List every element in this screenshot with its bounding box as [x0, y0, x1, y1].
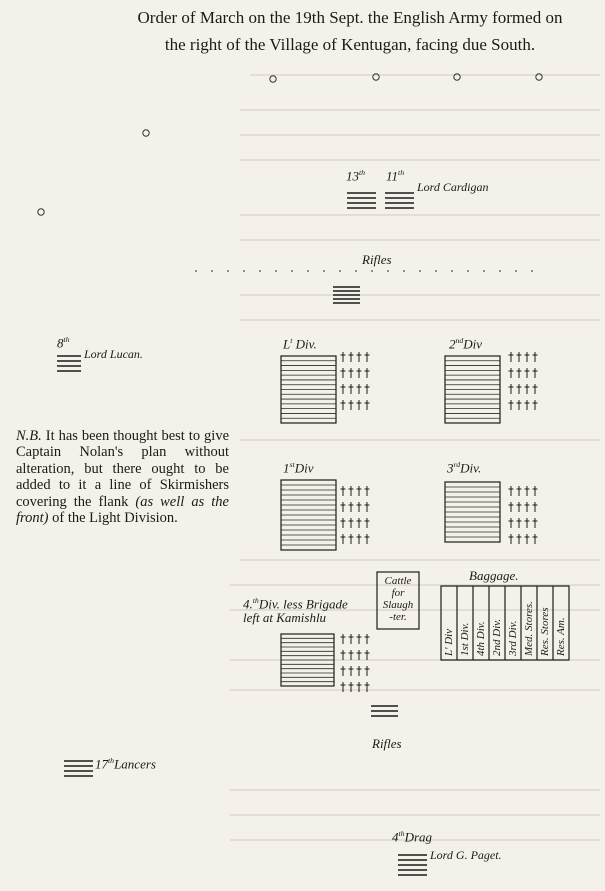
- title-line-1: Order of March on the 19th Sept. the English Army formed on: [137, 8, 563, 27]
- nb-note: [16, 428, 229, 526]
- baggage-col-4th-div: 4th Div.: [475, 621, 487, 656]
- light-division-artillery: [341, 352, 370, 410]
- label-2nd-division: 2ndDiv: [449, 336, 483, 352]
- label-1st-division: 1stDiv: [283, 460, 314, 476]
- 1st-division-block: [281, 480, 370, 550]
- village-marker: [143, 130, 149, 136]
- 2nd-division-artillery: [509, 352, 538, 410]
- 4th-division-artillery: [341, 634, 370, 692]
- 2nd-division-block: [445, 352, 538, 423]
- light-division-block: [281, 352, 370, 423]
- baggage-col-light-div: L' Div: [443, 628, 455, 656]
- label-4th-division: 4.$^{th}$Div. less Brigade left at Kamishlu: [243, 596, 348, 626]
- rifles-block: [333, 287, 360, 303]
- nb-marker: N.B.: [16, 428, 42, 444]
- village-marker: [454, 74, 460, 80]
- nb-text-paren: (as well as the front): [16, 493, 229, 527]
- label-4th-drag: 4thDrag: [392, 829, 433, 845]
- label-3rd-division: 3rdDiv.: [447, 460, 482, 476]
- 1st-division-artillery: [341, 486, 370, 544]
- village-marker: [38, 209, 44, 215]
- label-lord-lucan: Lord Lucan.: [84, 347, 143, 361]
- label-11th: 11th: [386, 168, 405, 184]
- cavalry-8th: [57, 356, 81, 371]
- baggage-col-1st-div: 1st Div.: [459, 622, 471, 656]
- label-baggage: Baggage.: [469, 568, 519, 583]
- title-line-2: the right of the Village of Kentugan, facing due South.: [164, 35, 536, 54]
- 3rd-division-artillery: [509, 486, 538, 544]
- cavalry-4th-dragoons: [398, 855, 427, 875]
- baggage-col-med-stores: Med. Stores.: [523, 601, 535, 656]
- baggage-col-3rd-div: 3rd Div.: [507, 620, 519, 656]
- label-8th: 8th: [57, 335, 70, 351]
- village-marker: [536, 74, 542, 80]
- label-rifles-front: Rifles: [362, 252, 392, 267]
- baggage-col-res-stores: Res. Stores: [539, 607, 551, 656]
- 4th-division-block: [281, 634, 370, 692]
- village-marker: [373, 74, 379, 80]
- label-lord-cardigan: Lord Cardigan: [417, 180, 489, 194]
- rifles-rear-block: [371, 706, 398, 716]
- baggage-col-2nd-div: 2nd Div.: [491, 618, 503, 656]
- village-marker: [270, 76, 276, 82]
- label-17th-lancers: 17thLancers: [95, 756, 156, 772]
- label-rifles-rear: Rifles: [372, 736, 402, 751]
- label-13th: 13th: [346, 168, 366, 184]
- 3rd-division-block: [445, 482, 538, 544]
- rifles-skirmish-line-front: [195, 270, 533, 272]
- cavalry-17th-lancers: [64, 761, 93, 776]
- cattle-box-label: Cattle for Slaugh -ter.: [382, 575, 414, 623]
- cavalry-13th-11th: [347, 193, 414, 208]
- nb-text-1: It has been thought best to give Captain Nolan's plan without alteration, but there ought to be added to it a line of Skirmishers covering the flank: [16, 428, 230, 510]
- baggage-col-res-am: Res. Am.: [555, 617, 567, 656]
- label-light-division: $L^t$ Div.: [283, 336, 317, 352]
- nb-text-2: of the Light Division.: [52, 510, 178, 527]
- label-lord-paget: Lord G. Paget.: [430, 848, 502, 862]
